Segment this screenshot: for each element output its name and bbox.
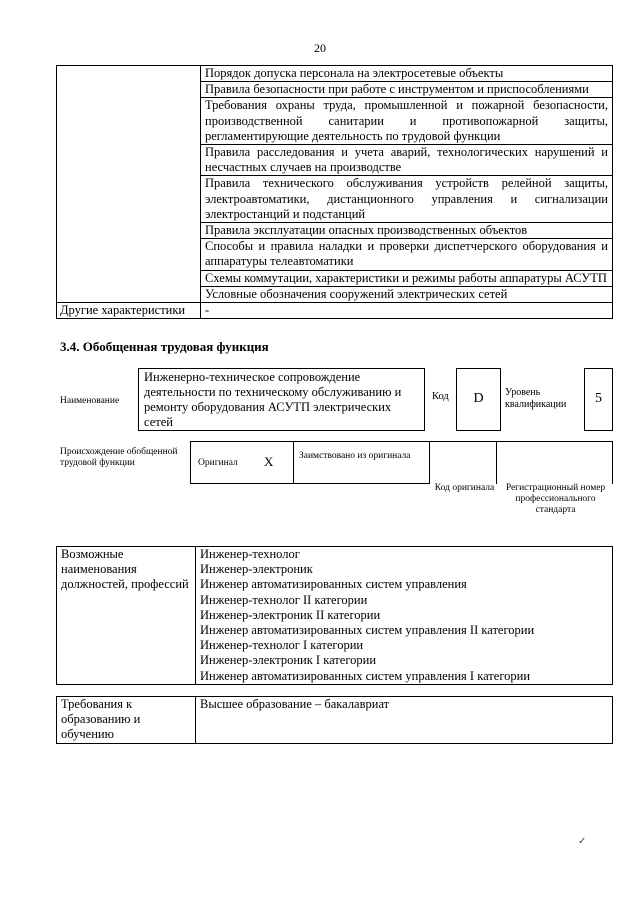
education-label: Требования к образованию и обучению (57, 697, 196, 744)
level-value-box: 5 (584, 368, 613, 431)
positions-list-cell (196, 547, 613, 685)
knowledge-item: Условные обозначения сооружений электрических сетей (201, 286, 613, 302)
knowledge-label-cell (57, 66, 201, 303)
original-label: Оригинал (198, 458, 238, 468)
table-row (57, 66, 613, 82)
education-table (56, 696, 613, 744)
positions-table (56, 546, 613, 685)
list-item: Инженер автоматизированных систем управления (200, 577, 467, 592)
list-item: Инженер автоматизированных систем управления I категории (200, 668, 531, 683)
original-mark: X (264, 454, 274, 469)
code-value-box: D (456, 368, 501, 431)
knowledge-item: Правила безопасности при работе с инструментом и приспособлениями (201, 82, 613, 98)
knowledge-item: Правила расследования и учета аварий, технологических нарушений и несчастных случаев на производстве (201, 145, 613, 176)
list-item: Инженер-электроник II категории (200, 607, 381, 622)
section-heading: 3.4. Обобщенная трудовая функция (60, 339, 269, 354)
code-original-caption: Код оригинала (434, 483, 495, 493)
origin-label: Происхождение обобщенной трудовой функции (60, 447, 178, 468)
list-item: Инженер-технолог (200, 547, 300, 561)
list-item: Инженер-электроник (200, 562, 313, 577)
list-item: Инженер-технолог I категории (200, 638, 364, 653)
knowledge-item: Правила технического обслуживания устройств релейной защиты, электроавтоматики, дистанционного управления и сигнализации электростанций и подстанций (201, 176, 613, 223)
knowledge-item: Схемы коммутации, характеристики и режимы работы аппаратуры АСУТП (201, 270, 613, 286)
name-label: Наименование (60, 396, 120, 406)
function-name-box: Инженерно-техническое сопровождение деятельности по техническому обслуживанию и ремонту оборудования АСУТП электрических сетей (138, 368, 425, 431)
page-number: 20 (314, 41, 326, 55)
code-label: Код (432, 391, 449, 402)
knowledge-item: Требования охраны труда, промышленной и пожарной безопасности, производственной санитарии и противопожарной защиты, регламентирующие деятельность по трудовой функции (201, 98, 613, 145)
education-value: Высшее образование – бакалавриат (196, 697, 613, 744)
other-characteristics-value: - (201, 303, 613, 319)
reg-number-caption: Регистрационный номер профессионального стандарта (505, 483, 606, 515)
scan-mark-icon: ✓ (578, 836, 587, 847)
knowledge-item: Правила эксплуатации опасных производственных объектов (201, 223, 613, 239)
list-item: Инженер автоматизированных систем управления II категории (200, 623, 535, 638)
positions-label: Возможные наименования должностей, профессий (57, 547, 196, 685)
list-item: Инженер-электроник I категории (200, 653, 377, 668)
other-characteristics-label: Другие характеристики (57, 303, 201, 319)
knowledge-item: Способы и правила наладки и проверки диспетчерского оборудования и аппаратуры телеавтоматики (201, 239, 613, 270)
origin-row (190, 441, 613, 484)
list-item: Инженер-технолог II категории (200, 592, 368, 607)
borrowed-label: Заимствовано из оригинала (299, 451, 411, 461)
table-row (57, 697, 613, 744)
table-row (57, 547, 613, 685)
knowledge-table (56, 65, 613, 319)
level-label: Уровень квалификации (505, 387, 567, 410)
table-row (57, 303, 613, 319)
knowledge-item: Порядок допуска персонала на электросетевые объекты (201, 66, 613, 82)
